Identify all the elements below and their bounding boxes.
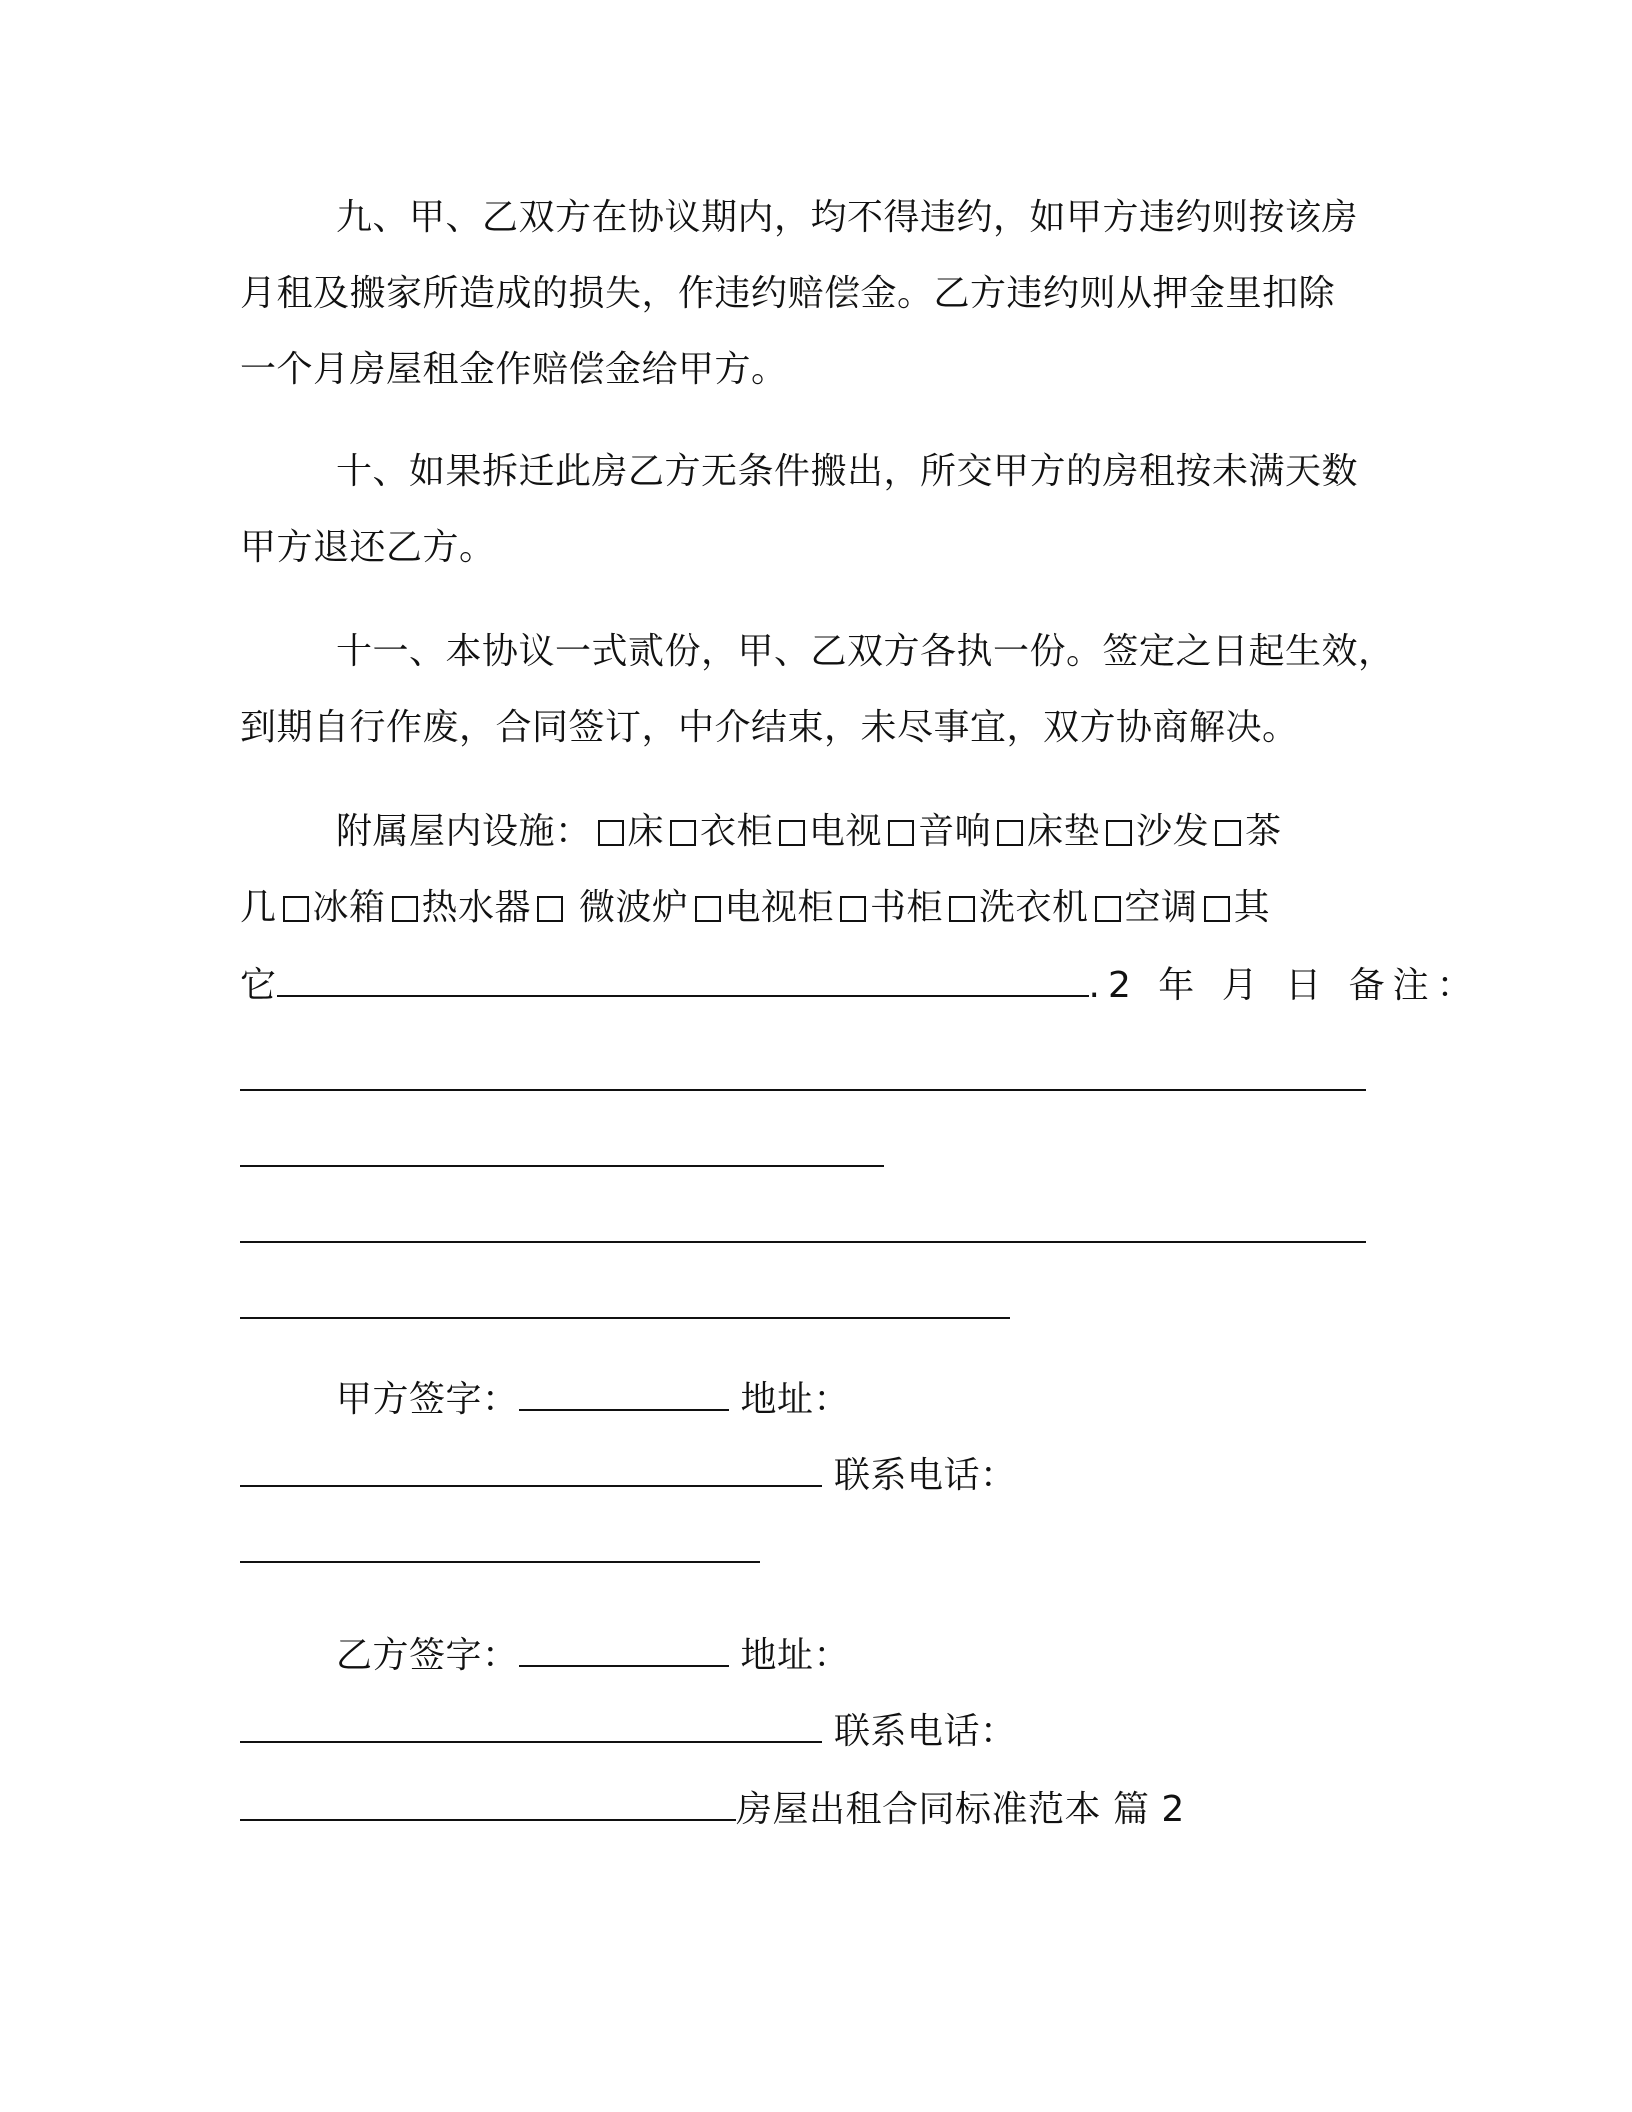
clause-9-line-3: 一个月房屋租金作赔偿金给甲方。 xyxy=(240,349,788,390)
checkbox[interactable] xyxy=(779,820,805,846)
clause-9-line-1: 九、甲、乙双方在协议期内，均不得违约，如甲方违约则按该房 xyxy=(336,197,1359,238)
facility-item: 床垫 xyxy=(1027,811,1101,852)
clause-9-line-2: 月租及搬家所造成的损失，作违约赔偿金。乙方违约则从押金里扣除 xyxy=(240,273,1336,314)
facility-item: 沙发 xyxy=(1136,811,1210,852)
facility-item: 电视柜 xyxy=(724,887,835,928)
clause-10-line-1: 十、如果拆迁此房乙方无条件搬出，所交甲方的房租按未满天数 xyxy=(336,451,1359,492)
facility-tail-start: 它 xyxy=(240,965,277,1006)
checkbox[interactable] xyxy=(949,896,975,922)
party-a-address-blank[interactable] xyxy=(240,1455,822,1487)
clause-10-line-2: 甲方退还乙方。 xyxy=(240,527,496,568)
checkbox[interactable] xyxy=(1215,820,1241,846)
party-a-phone-line xyxy=(240,1454,1016,1498)
facility-item: 空调 xyxy=(1124,887,1198,928)
party-b-phone-blank[interactable] xyxy=(240,1789,736,1821)
party-b-address-blank[interactable] xyxy=(240,1711,822,1743)
party-a-sign-line xyxy=(336,1378,850,1422)
remarks-blank-line-4 xyxy=(240,1286,1010,1330)
facility-item: 冰箱 xyxy=(312,887,386,928)
checkbox[interactable] xyxy=(1106,820,1132,846)
remarks-blank[interactable] xyxy=(240,1287,1010,1319)
facility-item: 音响 xyxy=(918,811,992,852)
clause-11-line-1: 十一、本协议一式贰份，甲、乙双方各执一份。签定之日起生效， xyxy=(336,631,1395,672)
facility-item: 电视 xyxy=(809,811,883,852)
party-a-signature-blank[interactable] xyxy=(519,1379,729,1411)
checkbox[interactable] xyxy=(695,896,721,922)
remarks-blank[interactable] xyxy=(240,1135,884,1167)
facility-item: 衣柜 xyxy=(700,811,774,852)
facility-item: 床 xyxy=(627,811,665,852)
other-facility-blank[interactable] xyxy=(277,965,1089,997)
party-a-phone-blank-line xyxy=(240,1530,760,1574)
checkbox[interactable] xyxy=(840,896,866,922)
checkbox[interactable] xyxy=(670,820,696,846)
party-b-sign-line xyxy=(336,1634,850,1678)
date-remarks-label: .2 年 月 日 备注： xyxy=(1088,965,1481,1006)
checkbox[interactable] xyxy=(392,896,418,922)
facility-item: 书柜 xyxy=(870,887,944,928)
checkbox[interactable] xyxy=(283,896,309,922)
facility-item: 洗衣机 xyxy=(979,887,1089,928)
remarks-blank[interactable] xyxy=(240,1211,1366,1243)
remarks-blank-line-1 xyxy=(240,1058,1366,1102)
party-b-address-label: 地址： xyxy=(740,1635,850,1676)
party-b-sign-label: 乙方签字： xyxy=(336,1635,519,1676)
remarks-blank-line-2 xyxy=(240,1134,884,1178)
remarks-blank-line-3 xyxy=(240,1210,1366,1254)
facilities-line-3 xyxy=(240,964,1481,1008)
party-a-phone-label: 联系电话： xyxy=(833,1455,1017,1496)
party-b-phone-line xyxy=(240,1710,1016,1754)
party-a-sign-label: 甲方签字： xyxy=(336,1379,519,1420)
next-section-title: 房屋出租合同标准范本 篇 2 xyxy=(736,1789,1185,1830)
party-b-signature-blank[interactable] xyxy=(519,1635,729,1667)
next-title-line xyxy=(240,1788,1185,1832)
checkbox[interactable] xyxy=(1204,896,1230,922)
checkbox[interactable] xyxy=(598,820,624,846)
checkbox[interactable] xyxy=(1095,896,1121,922)
facility-item: 微波炉 xyxy=(567,887,689,928)
facility-item: 其 xyxy=(1233,887,1271,928)
facility-item: 茶 xyxy=(1245,811,1282,852)
facility-item: 几 xyxy=(240,887,277,928)
party-b-phone-label: 联系电话： xyxy=(833,1711,1017,1752)
facility-item: 热水器 xyxy=(421,887,532,928)
facilities-line-1 xyxy=(336,810,1282,854)
facilities-label: 附属屋内设施： xyxy=(336,811,592,852)
party-a-address-label: 地址： xyxy=(740,1379,850,1420)
facilities-line-2 xyxy=(240,886,1270,930)
checkbox[interactable] xyxy=(888,820,914,846)
party-a-phone-blank[interactable] xyxy=(240,1531,760,1563)
remarks-blank[interactable] xyxy=(240,1059,1366,1091)
clause-11-line-2: 到期自行作废，合同签订，中介结束，未尽事宜，双方协商解决。 xyxy=(240,707,1299,748)
checkbox[interactable] xyxy=(537,896,563,922)
checkbox[interactable] xyxy=(997,820,1023,846)
